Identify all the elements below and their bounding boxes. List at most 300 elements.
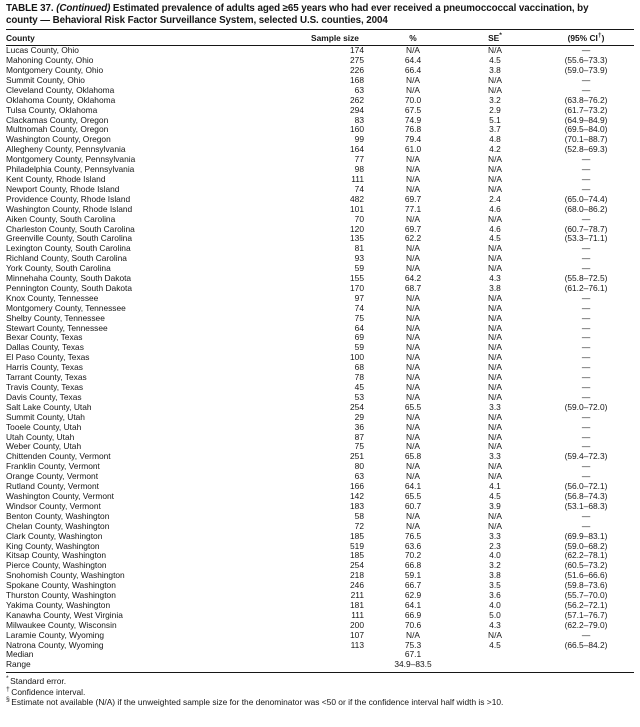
ci-cell: — — [581, 302, 591, 313]
sample-size-cell: 98 — [354, 164, 364, 175]
table-row — [6, 641, 634, 651]
percent-cell: N/A — [406, 253, 420, 264]
ci-cell: (59.0–72.0) — [564, 401, 608, 412]
percent-cell: N/A — [406, 243, 420, 254]
se-cell: N/A — [488, 74, 502, 85]
ci-cell: (60.5–73.2) — [564, 560, 608, 571]
ci-cell: — — [581, 461, 591, 472]
table-row — [6, 462, 634, 472]
sample-size-cell: 275 — [350, 55, 364, 66]
se-cell: N/A — [488, 253, 502, 264]
percent-cell: 64.4 — [404, 55, 422, 66]
ci-cell: (55.7–70.0) — [564, 590, 608, 601]
county-cell: Stewart County, Tennessee — [6, 322, 108, 333]
county-cell: Snohomish County, Washington — [6, 570, 125, 581]
prevalence-table — [6, 30, 634, 673]
county-cell: Weber County, Utah — [6, 441, 82, 452]
sample-size-cell: 519 — [350, 540, 364, 551]
county-cell: Pierce County, Washington — [6, 560, 107, 571]
county-cell: Aiken County, South Carolina — [6, 213, 116, 224]
county-cell: Charleston County, South Carolina — [6, 223, 135, 234]
percent-cell: N/A — [406, 411, 420, 422]
se-cell: N/A — [488, 391, 502, 402]
county-cell: King County, Washington — [6, 540, 100, 551]
table-row — [6, 393, 634, 403]
county-cell: Washington County, Rhode Island — [6, 203, 133, 214]
se-cell: N/A — [488, 154, 502, 165]
percent-cell: 64.2 — [404, 273, 422, 284]
column-header-se: SE* — [452, 30, 538, 46]
county-cell: Summit County, Ohio — [6, 74, 85, 85]
se-cell: N/A — [488, 629, 502, 640]
ci-cell: (59.4–72.3) — [564, 451, 608, 462]
se-cell: N/A — [488, 183, 502, 194]
se-cell: 3.8 — [489, 282, 501, 293]
sample-size-cell: 81 — [354, 243, 364, 254]
county-cell: Knox County, Tennessee — [6, 292, 99, 303]
table-row — [6, 423, 634, 433]
sample-size-cell: 142 — [350, 490, 364, 501]
percent-cell: 62.2 — [404, 233, 422, 244]
se-cell: N/A — [488, 322, 502, 333]
table-row — [6, 96, 634, 106]
ci-cell: (51.6–66.6) — [564, 570, 608, 581]
county-cell: Franklin County, Vermont — [6, 461, 100, 472]
percent-cell: 79.4 — [404, 134, 422, 145]
percent-cell: 76.5 — [404, 530, 422, 541]
table-row — [6, 452, 634, 462]
percent-cell: N/A — [406, 510, 420, 521]
se-cell: N/A — [488, 84, 502, 95]
percent-cell: 70.2 — [404, 550, 422, 561]
sample-size-cell: 111 — [351, 173, 364, 184]
se-cell: N/A — [488, 164, 502, 175]
ci-cell: — — [581, 253, 591, 264]
county-cell: Washington County, Vermont — [6, 490, 114, 501]
se-cell: N/A — [488, 372, 502, 383]
county-cell: Newport County, Rhode Island — [6, 183, 120, 194]
table-row — [6, 324, 634, 334]
se-cell: N/A — [488, 352, 502, 363]
ci-cell: — — [581, 243, 591, 254]
percent-cell: 76.8 — [404, 124, 422, 135]
sample-size-cell: 59 — [354, 342, 364, 353]
county-cell: Utah County, Utah — [6, 431, 75, 442]
footnote-estimate-not-available: § Estimate not available (N/A) if the unweighted sample size for the denominator was <50 or if the confidence interval half width is >10. — [6, 696, 504, 707]
percent-cell: 69.7 — [404, 193, 422, 204]
ci-cell — [538, 650, 634, 660]
county-cell: Rutland County, Vermont — [6, 481, 99, 492]
table-row — [6, 373, 634, 383]
percent-cell: N/A — [406, 173, 420, 184]
county-cell: Greenville County, South Carolina — [6, 233, 133, 244]
sample-size-cell: 29 — [354, 411, 364, 422]
se-cell: 2.9 — [489, 104, 501, 115]
sample-size-cell: 77 — [354, 154, 364, 165]
percent-cell: N/A — [406, 312, 420, 323]
county-cell: Cleveland County, Oklahoma — [6, 84, 115, 95]
table-row — [6, 413, 634, 423]
summary-row — [6, 650, 634, 660]
ci-cell: (61.2–76.1) — [564, 282, 608, 293]
percent-cell: 75.3 — [404, 639, 422, 650]
sample-size-cell: 100 — [350, 352, 364, 363]
se-cell: 3.5 — [489, 580, 501, 591]
county-cell: Range — [6, 660, 296, 672]
ci-cell: — — [581, 322, 591, 333]
se-cell: 4.1 — [489, 481, 501, 492]
percent-cell: 61.0 — [404, 144, 422, 155]
se-cell: 4.5 — [489, 639, 501, 650]
county-cell: Clark County, Washington — [6, 530, 103, 541]
sample-size-cell: 246 — [350, 580, 364, 591]
ci-cell: (56.2–72.1) — [564, 599, 608, 610]
column-header-county: County — [6, 30, 296, 46]
se-cell: 4.6 — [489, 223, 501, 234]
county-cell: Lucas County, Ohio — [6, 45, 79, 56]
table-row — [6, 433, 634, 443]
county-cell: Pennington County, South Dakota — [6, 282, 133, 293]
se-cell: 4.8 — [489, 134, 501, 145]
county-cell: Lexington County, South Carolina — [6, 243, 131, 254]
county-cell: Philadelphia County, Pennsylvania — [6, 164, 135, 175]
percent-cell: N/A — [406, 263, 420, 274]
sample-size-cell: 211 — [350, 590, 364, 601]
county-cell: Davis County, Texas — [6, 391, 82, 402]
county-cell: Harris County, Texas — [6, 362, 83, 373]
percent-cell: N/A — [406, 84, 420, 95]
sample-size-cell: 36 — [354, 421, 364, 432]
se-cell: 4.3 — [489, 619, 501, 630]
sample-size-cell: 80 — [354, 461, 364, 472]
title-continued: (Continued) — [56, 3, 111, 14]
table-row — [6, 284, 634, 294]
percent-cell: N/A — [406, 342, 420, 353]
percent-cell: N/A — [406, 213, 420, 224]
county-cell: Yakima County, Washington — [6, 599, 111, 610]
percent-cell: N/A — [406, 164, 420, 175]
percent-cell: N/A — [406, 382, 420, 392]
county-cell: Kanawha County, West Virginia — [6, 609, 123, 620]
sample-size-cell: 164 — [350, 144, 364, 155]
se-cell: 4.0 — [489, 550, 501, 561]
county-cell: Multnomah County, Oregon — [6, 124, 109, 135]
ci-cell: — — [581, 352, 591, 363]
ci-cell: (68.0–86.2) — [564, 203, 608, 214]
se-cell: 4.5 — [489, 490, 501, 501]
ci-cell: — — [581, 471, 591, 482]
se-cell: N/A — [488, 362, 502, 373]
percent-cell: N/A — [406, 421, 420, 432]
sample-size-cell: 183 — [350, 500, 364, 511]
se-cell: N/A — [488, 431, 502, 442]
sample-size-cell: 170 — [350, 282, 364, 293]
percent-cell: N/A — [406, 471, 420, 482]
ci-cell: (52.8–69.3) — [564, 144, 608, 155]
county-cell: Natrona County, Wyoming — [6, 639, 104, 650]
ci-cell: — — [581, 332, 591, 343]
ci-cell: (61.7–73.2) — [564, 104, 608, 115]
sample-size-cell: 83 — [354, 114, 364, 125]
table-row — [6, 215, 634, 225]
sample-size-cell: 75 — [354, 441, 364, 452]
se-cell: N/A — [488, 243, 502, 254]
county-cell: Salt Lake County, Utah — [6, 401, 92, 412]
column-header-ci: (95% CI†) — [538, 30, 634, 46]
ci-cell: (63.8–76.2) — [564, 94, 608, 105]
percent-cell: 63.6 — [404, 540, 422, 551]
percent-cell: 59.1 — [404, 570, 422, 581]
table-row — [6, 363, 634, 373]
sample-size-cell: 93 — [354, 253, 364, 264]
percent-cell: N/A — [406, 302, 420, 313]
sample-size-cell: 226 — [350, 65, 364, 75]
se-cell: 3.3 — [489, 401, 501, 412]
ci-cell: — — [581, 520, 591, 531]
se-cell: N/A — [488, 263, 502, 274]
se-cell: 3.6 — [489, 590, 501, 601]
percent-cell: 70.0 — [404, 94, 422, 105]
ci-cell: (59.8–73.6) — [564, 580, 608, 591]
se-cell: N/A — [488, 302, 502, 313]
percent-cell: N/A — [406, 362, 420, 373]
county-cell: Milwaukee County, Wisconsin — [6, 619, 117, 630]
ci-cell: (53.1–68.3) — [564, 500, 608, 511]
county-cell: Benton County, Washington — [6, 510, 110, 521]
county-cell: Shelby County, Tennessee — [6, 312, 105, 323]
se-cell — [452, 660, 538, 672]
se-cell: N/A — [488, 411, 502, 422]
ci-cell: — — [581, 510, 591, 521]
se-cell: N/A — [488, 332, 502, 343]
county-cell: York County, South Carolina — [6, 263, 111, 274]
ci-cell: — — [581, 629, 591, 640]
se-cell: 5.0 — [489, 609, 501, 620]
percent-cell: 77.1 — [404, 203, 422, 214]
sample-size-cell: 185 — [350, 550, 364, 561]
sample-size-cell: 45 — [354, 382, 364, 392]
percent-cell: 67.1 — [404, 649, 422, 660]
se-cell: 5.1 — [489, 114, 501, 125]
sample-size-cell: 218 — [350, 570, 364, 581]
ci-cell: — — [581, 183, 591, 194]
percent-cell: 66.8 — [404, 560, 422, 571]
se-cell: 4.3 — [489, 273, 501, 284]
ci-cell: (70.1–88.7) — [564, 134, 608, 145]
percent-cell: N/A — [406, 154, 420, 165]
sample-size-cell: 58 — [354, 510, 364, 521]
percent-cell: N/A — [406, 461, 420, 472]
sample-size-cell: 168 — [350, 74, 364, 85]
county-cell: Montgomery County, Ohio — [6, 65, 104, 75]
se-cell: N/A — [488, 173, 502, 184]
county-cell: Allegheny County, Pennsylvania — [6, 144, 126, 155]
percent-cell: N/A — [406, 352, 420, 363]
ci-cell: — — [581, 292, 591, 303]
sample-size-cell: 251 — [350, 451, 364, 462]
ci-cell: — — [581, 263, 591, 274]
se-cell: 4.5 — [489, 233, 501, 244]
county-cell: Kitsap County, Washington — [6, 550, 107, 561]
county-cell: Tarrant County, Texas — [6, 372, 87, 383]
sample-size-cell: 75 — [354, 312, 364, 323]
ci-cell: (60.7–78.7) — [564, 223, 608, 234]
se-cell: 4.5 — [489, 55, 501, 66]
se-cell: N/A — [488, 441, 502, 452]
county-cell: Oklahoma County, Oklahoma — [6, 94, 116, 105]
se-cell: N/A — [488, 312, 502, 323]
ci-cell: (59.0–73.9) — [564, 65, 608, 75]
ci-cell: — — [581, 154, 591, 165]
table-row — [6, 532, 634, 542]
county-cell: Richland County, South Carolina — [6, 253, 127, 264]
ci-cell: — — [581, 411, 591, 422]
ci-cell: — — [581, 441, 591, 452]
sample-size-cell: 111 — [351, 609, 364, 620]
ci-cell: (69.9–83.1) — [564, 530, 608, 541]
table-row — [6, 333, 634, 343]
county-cell: Travis County, Texas — [6, 382, 84, 392]
county-cell: Orange County, Vermont — [6, 471, 99, 482]
percent-cell: N/A — [406, 520, 420, 531]
ci-cell: — — [581, 45, 591, 56]
se-cell: 4.2 — [489, 144, 501, 155]
sample-size-cell: 166 — [350, 481, 364, 492]
percent-cell: 74.9 — [404, 114, 422, 125]
sample-size-cell: 254 — [350, 560, 364, 571]
ci-cell: (57.1–76.7) — [564, 609, 608, 620]
se-cell: N/A — [488, 471, 502, 482]
ci-cell: (62.2–79.0) — [564, 619, 608, 630]
county-cell: Dallas County, Texas — [6, 342, 84, 353]
sample-size-cell: 97 — [354, 292, 364, 303]
percent-cell: 65.8 — [404, 451, 422, 462]
sample-size-cell: 53 — [354, 391, 364, 402]
se-cell: N/A — [488, 421, 502, 432]
se-cell: 3.3 — [489, 451, 501, 462]
sample-size-cell: 69 — [354, 332, 364, 343]
sample-size-cell: 174 — [350, 45, 364, 56]
percent-cell: 68.7 — [404, 282, 422, 293]
ci-footnote-marker: † — [597, 32, 602, 40]
percent-cell: N/A — [406, 74, 420, 85]
ci-cell: (65.0–74.4) — [564, 193, 608, 204]
percent-cell: 65.5 — [404, 490, 422, 501]
title-line2: county — Behavioral Risk Factor Surveillance System, selected U.S. counties, 2004 — [6, 14, 388, 26]
sample-size-cell: 160 — [350, 124, 364, 135]
column-header-percent: % — [374, 30, 452, 46]
percent-cell: 66.9 — [404, 609, 422, 620]
county-cell: Tulsa County, Oklahoma — [6, 104, 98, 115]
percent-cell: N/A — [406, 292, 420, 303]
percent-cell: 62.9 — [404, 590, 422, 601]
county-cell: Minnehaha County, South Dakota — [6, 273, 132, 284]
se-cell: N/A — [488, 510, 502, 521]
sample-size-cell: 63 — [354, 471, 364, 482]
county-cell: Kent County, Rhode Island — [6, 173, 106, 184]
se-cell: 3.9 — [489, 500, 501, 511]
table-row — [6, 66, 634, 76]
se-cell: 2.4 — [489, 193, 501, 204]
percent-cell: N/A — [406, 372, 420, 383]
sample-size-cell: 59 — [354, 263, 364, 274]
se-cell: N/A — [488, 520, 502, 531]
sample-size-cell: 113 — [350, 639, 364, 650]
sample-size-cell: 262 — [350, 94, 364, 105]
table-row — [6, 46, 634, 56]
sample-size-cell: 99 — [354, 134, 364, 145]
se-cell: 3.8 — [489, 570, 501, 581]
sample-size-cell: 185 — [350, 530, 364, 541]
footnote-confidence-interval: † Confidence interval. — [6, 685, 86, 697]
percent-cell: N/A — [406, 322, 420, 333]
county-cell: Clackamas County, Oregon — [6, 114, 109, 125]
percent-cell: N/A — [406, 332, 420, 343]
table-title — [6, 3, 634, 30]
ci-cell: (69.5–84.0) — [564, 124, 608, 135]
sample-size-cell: 120 — [350, 223, 364, 234]
se-cell: 4.6 — [489, 203, 501, 214]
table-row — [6, 353, 634, 363]
sample-size-cell: 78 — [354, 372, 364, 383]
ci-cell: (64.9–84.9) — [564, 114, 608, 125]
ci-cell: — — [581, 342, 591, 353]
se-cell: 3.2 — [489, 560, 501, 571]
percent-cell: 66.4 — [404, 65, 422, 75]
table-body — [6, 46, 634, 673]
ci-cell: — — [581, 372, 591, 383]
sample-size-cell: 294 — [350, 104, 364, 115]
ci-cell: — — [581, 84, 591, 95]
column-header-sample-size: Sample size — [296, 30, 374, 46]
county-cell: Chittenden County, Vermont — [6, 451, 111, 462]
sample-size-cell: 74 — [354, 302, 364, 313]
ci-cell: (56.8–74.3) — [564, 490, 608, 501]
table-row — [6, 343, 634, 353]
percent-cell: 67.5 — [404, 104, 422, 115]
county-cell: Windsor County, Vermont — [6, 500, 101, 511]
se-cell: N/A — [488, 382, 502, 392]
percent-cell: N/A — [406, 391, 420, 402]
percent-cell: N/A — [406, 441, 420, 452]
county-cell: Bexar County, Texas — [6, 332, 83, 343]
county-cell: Median — [6, 649, 34, 660]
sample-size-cell: 70 — [354, 213, 364, 224]
county-cell: Providence County, Rhode Island — [6, 193, 131, 204]
ci-cell: (59.0–68.2) — [564, 540, 608, 551]
se-footnote-marker: * — [499, 32, 502, 40]
county-cell: Summit County, Utah — [6, 411, 85, 422]
se-cell: 3.8 — [489, 65, 501, 75]
ci-cell: — — [581, 173, 591, 184]
percent-cell: N/A — [406, 629, 420, 640]
sample-size-cell: 181 — [350, 599, 364, 610]
sample-size-cell — [296, 650, 374, 660]
sample-size-cell: 68 — [354, 362, 364, 373]
ci-cell: — — [581, 391, 591, 402]
percent-cell: 64.1 — [404, 599, 422, 610]
county-cell: Washington County, Oregon — [6, 134, 111, 145]
se-cell: N/A — [488, 342, 502, 353]
table-number: TABLE 37. — [6, 3, 57, 14]
ci-cell: (66.5–84.2) — [564, 639, 608, 650]
county-cell: Laramie County, Wyoming — [6, 629, 104, 640]
se-cell: N/A — [488, 213, 502, 224]
percent-cell: 64.1 — [404, 481, 422, 492]
se-cell: 2.3 — [489, 540, 501, 551]
se-cell — [452, 650, 538, 660]
sample-size-cell: 107 — [350, 629, 364, 640]
